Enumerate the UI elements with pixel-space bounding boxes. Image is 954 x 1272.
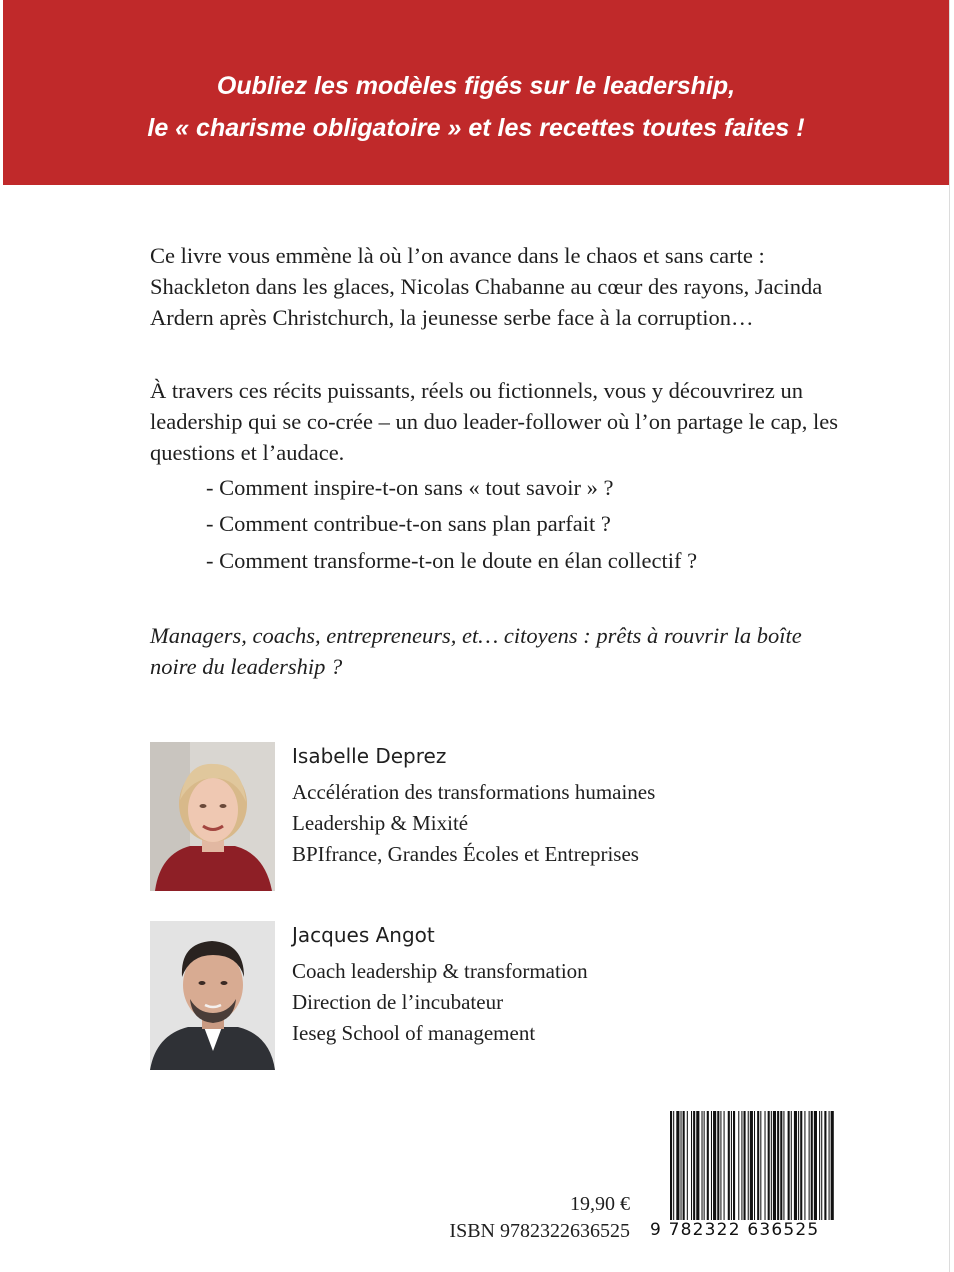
- barcode-bar: [804, 1111, 805, 1220]
- barcode-bar: [754, 1111, 755, 1220]
- barcode-bar: [670, 1111, 672, 1220]
- barcode-bar: [783, 1111, 784, 1220]
- barcode-bar: [821, 1111, 822, 1220]
- barcode-bar: [777, 1111, 779, 1220]
- barcode-bar: [771, 1111, 772, 1220]
- barcode-bar: [814, 1111, 817, 1220]
- question-1: - Comment inspire-t-on sans « tout savoir » ?: [206, 475, 614, 500]
- barcode-bar: [731, 1111, 732, 1220]
- question-3: - Comment transforme-t-on le doute en élan collectif ?: [206, 548, 698, 573]
- barcode-bar: [713, 1111, 716, 1220]
- barcode-bar: [757, 1111, 759, 1220]
- barcode-bar: [673, 1111, 674, 1220]
- barcode-bar: [768, 1111, 770, 1220]
- barcode-bar: [696, 1111, 699, 1220]
- barcode-bar: [711, 1111, 712, 1220]
- barcode-bar: [788, 1111, 790, 1220]
- barcode-bar: [733, 1111, 735, 1220]
- headline-line-1: Oubliez les modèles figés sur le leadership,: [216, 72, 736, 100]
- barcode-bar: [704, 1111, 705, 1220]
- barcode-bar: [750, 1111, 753, 1220]
- barcode-bar: [780, 1111, 782, 1220]
- isbn: ISBN 9782322636525: [449, 1220, 630, 1242]
- barcode-bar: [676, 1111, 679, 1220]
- barcode-bar: [724, 1111, 725, 1220]
- author-photo-isabelle: [150, 742, 275, 891]
- barcode-bar: [798, 1111, 799, 1220]
- barcode-bar: [728, 1111, 730, 1220]
- author-photo-jacques: [150, 921, 275, 1070]
- barcode-bar: [738, 1111, 739, 1220]
- author-jacques-line-2: Direction de l’incubateur: [292, 990, 504, 1014]
- barcode-bar: [748, 1111, 749, 1220]
- barcode-bar: [824, 1111, 826, 1220]
- author-isabelle-line-1: Accélération des transformations humaines: [292, 780, 656, 804]
- barcode-bar: [829, 1111, 830, 1220]
- barcode-bar: [791, 1111, 792, 1220]
- barcode-bar: [687, 1111, 688, 1220]
- closing-paragraph: Managers, coachs, entrepreneurs, et… citoyens : prêts à rouvrir la boîte noire du leadership ?: [150, 623, 802, 679]
- headline-line-2: le « charisme obligatoire » et les recettes toutes faites !: [147, 114, 805, 142]
- barcode-bar: [741, 1111, 742, 1220]
- barcode-bar: [819, 1111, 820, 1220]
- intro-paragraph: Ce livre vous emmène là où l’on avance dans le chaos et sans carte : Shackleton dans les glaces, Nicolas Chabanne au cœur des rayons, Jacinda Ardern après Christchurch, la jeunesse serbe face à la corruption…: [150, 243, 823, 330]
- price: 19,90 €: [570, 1193, 630, 1215]
- spine-edge: [949, 0, 950, 1272]
- barcode-bar: [707, 1111, 709, 1220]
- headline-banner: [3, 0, 949, 185]
- barcode-bar: [717, 1111, 719, 1220]
- barcode-bar: [809, 1111, 810, 1220]
- barcode-number: 9 782322 636525: [650, 1220, 820, 1240]
- barcode-bar: [720, 1111, 721, 1220]
- barcode-bar: [773, 1111, 776, 1220]
- barcode: [670, 1111, 834, 1220]
- author-jacques-line-1: Coach leadership & transformation: [292, 959, 588, 983]
- barcode-bar: [794, 1111, 797, 1220]
- barcode-bar: [683, 1111, 685, 1220]
- barcode-bar: [744, 1111, 746, 1220]
- barcode-bar: [760, 1111, 761, 1220]
- body-paragraph: À travers ces récits puissants, réels ou fictionnels, vous y découvrirez un leadership qui se co-crée – un duo leader-follower où l’on partage le cap, les questions et l’audace.: [150, 378, 839, 465]
- barcode-bar: [800, 1111, 802, 1220]
- barcode-bar: [702, 1111, 703, 1220]
- barcode-bar: [693, 1111, 695, 1220]
- question-2: - Comment contribue-t-on sans plan parfait ?: [206, 511, 611, 536]
- author-jacques-line-3: Ieseg School of management: [292, 1021, 536, 1045]
- author-name-jacques: Jacques Angot: [292, 923, 435, 947]
- barcode-bar: [831, 1111, 834, 1220]
- barcode-bar: [691, 1111, 692, 1220]
- author-name-isabelle: Isabelle Deprez: [292, 744, 447, 768]
- barcode-bar: [765, 1111, 766, 1220]
- author-isabelle-line-3: BPIfrance, Grandes Écoles et Entreprises: [292, 842, 639, 866]
- barcode-bar: [811, 1111, 813, 1220]
- barcode-bar: [681, 1111, 682, 1220]
- author-isabelle-line-2: Leadership & Mixité: [292, 811, 469, 835]
